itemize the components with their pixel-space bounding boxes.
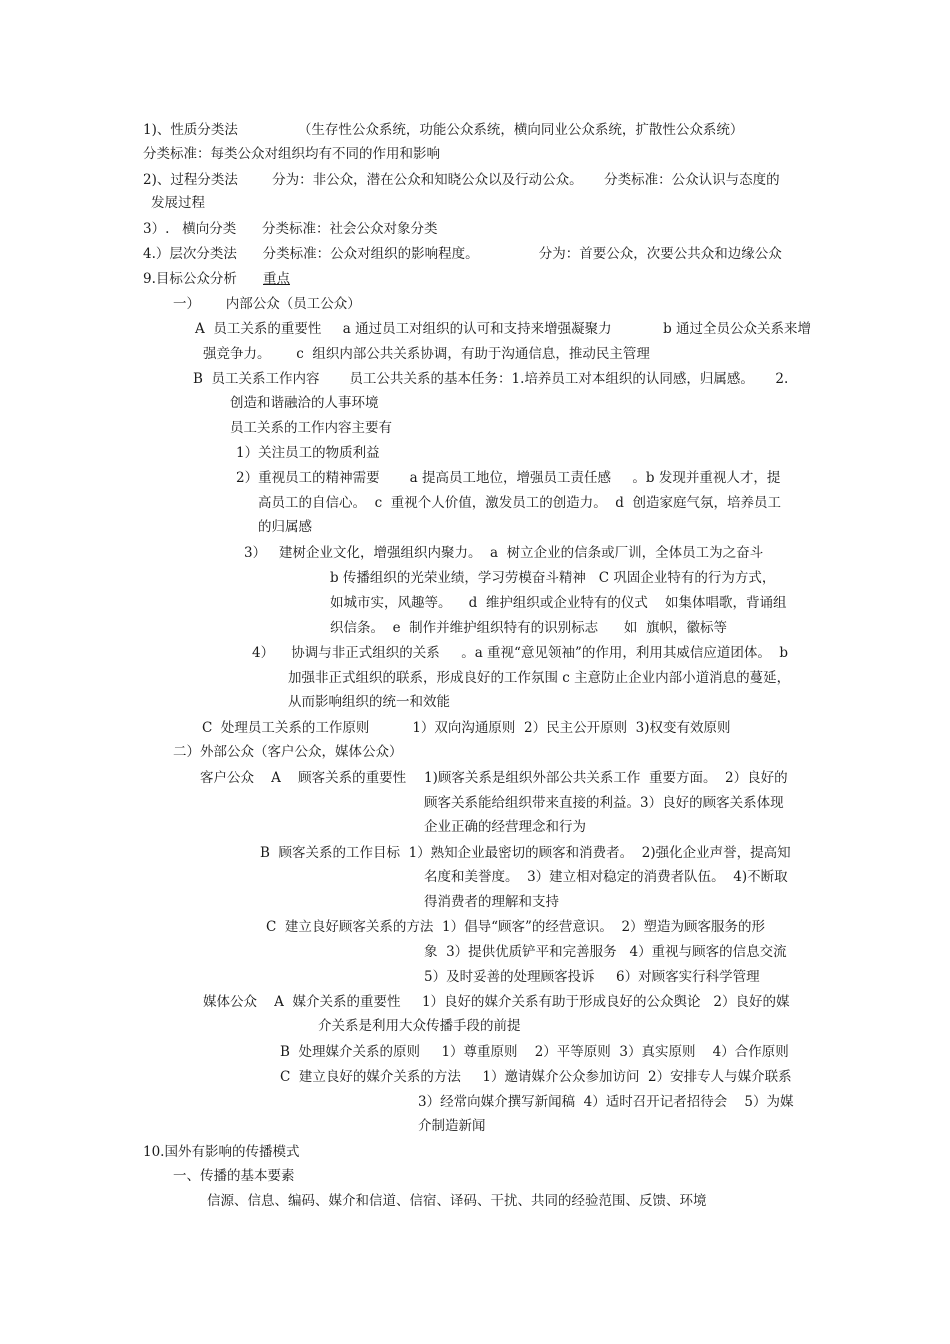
text-line: 介制造新闻	[418, 1118, 486, 1134]
text-line: A 员工关系的重要性 a 通过员工对组织的认可和支持来增强凝聚力 b 通过全员公众关系来增	[195, 321, 812, 337]
text-line: B 处理媒介关系的原则 1）尊重原则 2）平等原则 3）真实原则 4）合作原则	[280, 1044, 789, 1060]
text-line: 3）经常向媒介撰写新闻稿 4）适时召开记者招待会 5）为媒	[418, 1094, 794, 1110]
heading-target-public: 9.目标公众分析	[143, 271, 259, 287]
text-line: C 建立良好的媒介关系的方法 1）邀请媒介公众参加访问 2）安排专人与媒介联系	[280, 1069, 792, 1085]
text-line: 如城市实，风趣等。 d 维护组织或企业特有的仪式 如集体唱歌，背诵组	[330, 595, 787, 611]
text-line: 二）外部公众（客户公众，媒体公众）	[173, 744, 403, 760]
text-line: 1)、性质分类法 （生存性公众系统，功能公众系统，横向同业公众系统，扩散性公众系统）	[143, 122, 744, 138]
text-line: 发展过程	[151, 195, 205, 211]
text-line: 媒体公众 A 媒介关系的重要性 1）良好的媒介关系有助于形成良好的公众舆论 2）良好的媒	[203, 994, 790, 1010]
text-line: 3）. 横向分类 分类标准：社会公众对象分类	[143, 221, 438, 237]
text-line: 名度和美誉度。 3）建立相对稳定的消费者队伍。 4)不断取	[424, 869, 788, 885]
text-line: 企业正确的经营理念和行为	[424, 819, 586, 835]
text-line: 象 3）提供优质铲平和完善服务 4）重视与顾客的信息交流	[424, 944, 787, 960]
text-line: 1)顾客关系是组织外部公共关系工作 重要方面。 2）良好的	[424, 770, 788, 786]
text-line: 强竞争力。 c 组织内部公共关系协调，有助于沟通信息，推动民主管理	[203, 346, 650, 362]
text-line: 2)、过程分类法 分为：非公众，潜在公众和知晓公众以及行动公众。 分类标准：公众认识与态度的	[143, 172, 780, 188]
text-line: 4） 协调与非正式组织的关系 。a 重视“意见领袖”的作用，利用其威信应道团体。 b	[252, 645, 789, 661]
text-line: 信源、信息、编码、媒介和信道、信宿、译码、干扰、共同的经验范围、反馈、环境	[207, 1193, 707, 1209]
text-line: 5）及时妥善的处理顾客投诉 6）对顾客实行科学管理	[424, 969, 760, 985]
text-line: 顾客关系能给组织带来直接的利益。3）良好的顾客关系体现	[424, 795, 784, 811]
text-line: 分类标准：每类公众对组织均有不同的作用和影响	[143, 146, 440, 162]
text-line: 加强非正式组织的联系，形成良好的工作氛围 c 主意防止企业内部小道消息的蔓延，	[288, 670, 791, 686]
text-line: 创造和谐融洽的人事环境	[230, 395, 379, 411]
text-line: 3） 建树企业文化，增强组织内聚力。 a 树立企业的信条或厂训，全体员工为之奋斗	[244, 545, 764, 561]
text-line: 的归属感	[258, 519, 312, 535]
text-line: C 处理员工关系的工作原则 1）双向沟通原则 2）民主公开原则 3)权变有效原则	[202, 720, 731, 736]
text-line: 员工关系的工作内容主要有	[230, 420, 392, 436]
text-line: C 建立良好顾客关系的方法 1）倡导“顾客”的经营意识。 2）塑造为顾客服务的形	[266, 919, 766, 935]
text-line: 介关系是利用大众传播手段的前提	[318, 1018, 521, 1034]
text-line: 2）重视员工的精神需要 a 提高员工地位，增强员工责任感 。b 发现并重视人才，提	[236, 470, 781, 486]
text-line: 4.）层次分类法 分类标准：公众对组织的影响程度。 分为：首要公众，次要公共众和边缘公众	[143, 246, 782, 262]
text-line: 一） 内部公众（员工公众）	[173, 296, 361, 312]
text-line: b 传播组织的光荣业绩，学习劳模奋斗精神 C 巩固企业特有的行为方式，	[330, 570, 776, 586]
text-line: B 顾客关系的工作目标 1）熟知企业最密切的顾客和消费者。 2)强化企业声誉，提高知	[260, 845, 791, 861]
text-line: 客户公众 A 顾客关系的重要性	[200, 770, 407, 786]
text-line: 一、传播的基本要素	[173, 1168, 295, 1184]
text-line: B 员工关系工作内容 员工公共关系的基本任务：1.培养员工对本组织的认同感，归属感。 2.	[193, 371, 789, 387]
text-line: 得消费者的理解和支持	[424, 894, 559, 910]
heading-communication-models: 10.国外有影响的传播模式	[143, 1144, 300, 1160]
text-line: 高员工的自信心。 c 重视个人价值，激发员工的创造力。 d 创造家庭气氛，培养员工	[258, 495, 782, 511]
text-line: 1）关注员工的物质利益	[236, 445, 380, 461]
text-line: 从而影响组织的统一和效能	[288, 694, 450, 710]
text-line: 织信条。 e 制作并维护组织特有的识别标志 如 旗帜，徽标等	[330, 620, 727, 636]
key-point-label: 重点	[263, 271, 290, 287]
